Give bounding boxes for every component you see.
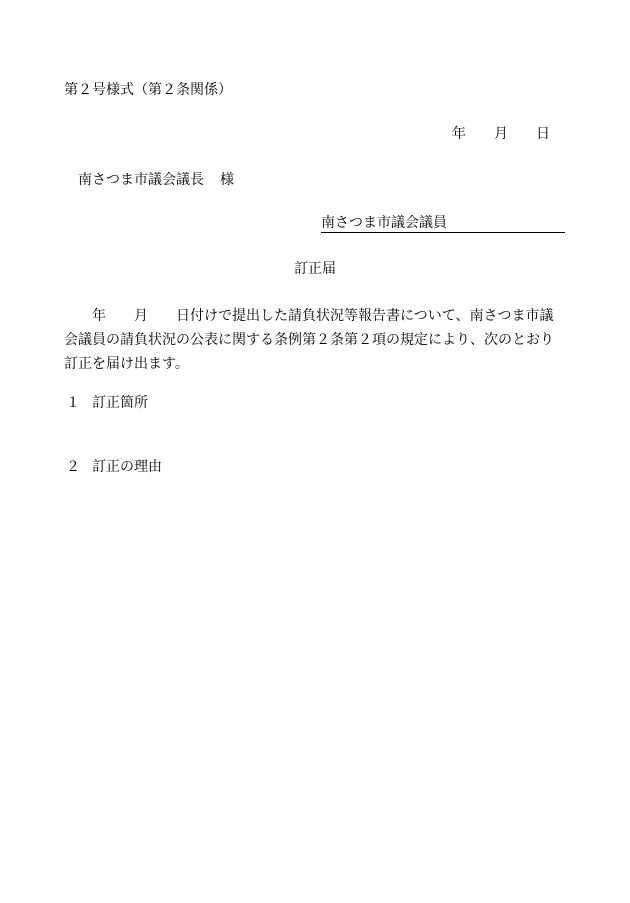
document-title: 訂正届 — [294, 261, 336, 277]
body-month: 月 — [134, 308, 148, 324]
body-line-2: 会議員の請負状況の公表に関する条例第２条第２項の規定により、次のとおり — [64, 332, 554, 348]
date-line — [452, 127, 550, 141]
section-correction-location — [66, 396, 148, 410]
addressee-honorific: 様 — [220, 172, 234, 188]
submitter-signature-line — [321, 216, 565, 233]
section-2-number: ２ — [66, 459, 80, 475]
section-2-label: 訂正の理由 — [92, 459, 162, 475]
body-year: 年 — [92, 308, 106, 324]
submitter-label: 南さつま市議会議員 — [321, 215, 447, 231]
body-line-1 — [64, 304, 568, 328]
form-number-heading: 第２号様式（第２条関係） — [64, 82, 232, 98]
date-month-label: 月 — [494, 126, 508, 142]
addressee — [78, 173, 234, 187]
date-year-label: 年 — [452, 126, 466, 142]
section-1-label: 訂正箇所 — [92, 395, 148, 411]
section-1-number: １ — [66, 395, 80, 411]
body-line-1-text: 日付けで提出した請負状況等報告書について、南さつま市議 — [176, 308, 554, 324]
section-correction-reason — [66, 460, 162, 474]
addressee-name: 南さつま市議会議長 — [78, 172, 204, 188]
body-paragraph — [64, 304, 568, 376]
body-line-3: 訂正を届け出ます。 — [64, 356, 189, 372]
date-day-label: 日 — [536, 126, 550, 142]
